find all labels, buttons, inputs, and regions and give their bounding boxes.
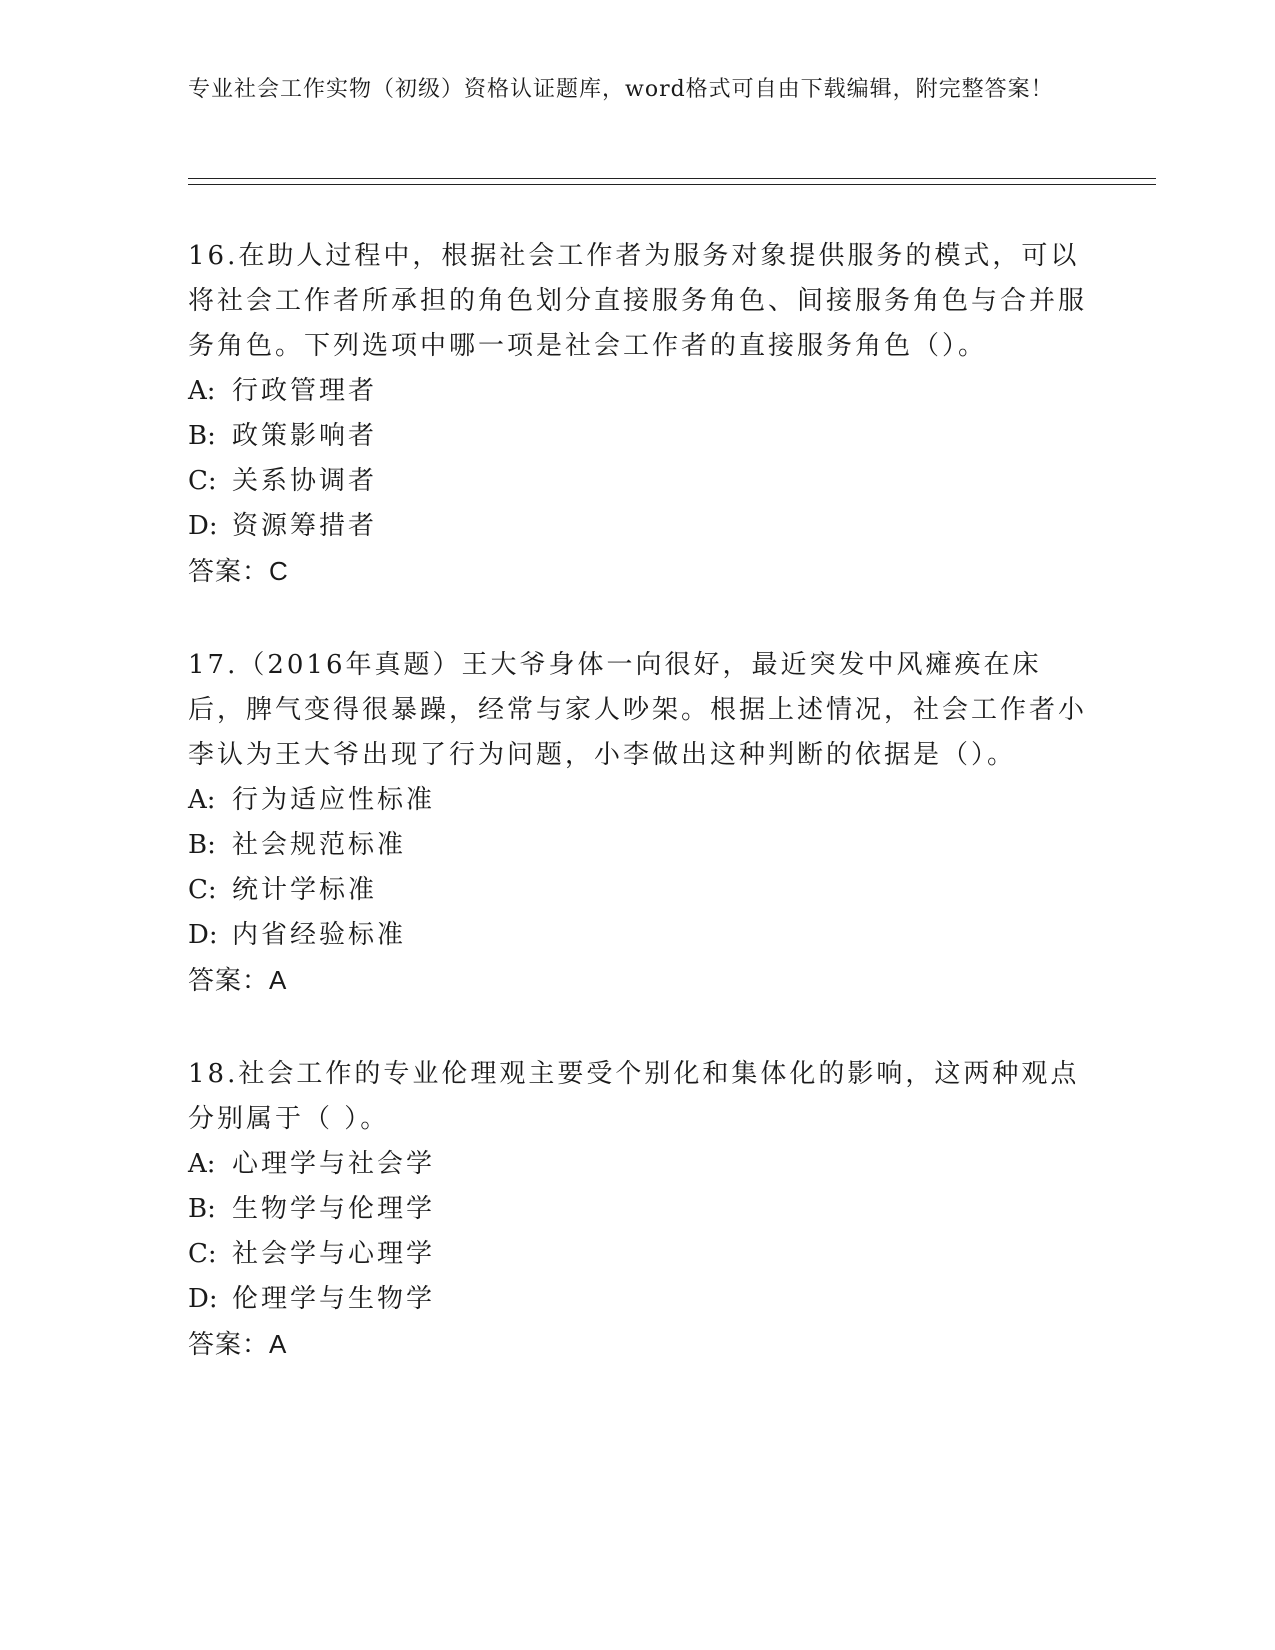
question-stem: 18.社会工作的专业伦理观主要受个别化和集体化的影响，这两种观点分别属于（ ）。	[188, 1059, 1080, 1134]
option-c	[188, 459, 1088, 504]
question-stem: 16.在助人过程中，根据社会工作者为服务对象提供服务的模式，可以将社会工作者所承担的角色划分直接服务角色、间接服务角色与合并服务角色。下列选项中哪一项是社会工作者的直接服务角色（）。	[188, 241, 1088, 361]
option-key: D:	[188, 511, 218, 541]
option-text: 资源筹措者	[232, 511, 378, 541]
option-text: 心理学与社会学	[232, 1149, 436, 1179]
option-b	[188, 414, 1088, 459]
option-key: D:	[188, 1284, 218, 1314]
option-text: 关系协调者	[232, 466, 378, 496]
option-key: B:	[188, 421, 216, 451]
option-text: 生物学与伦理学	[232, 1194, 436, 1224]
option-b	[188, 1187, 1088, 1232]
document-header: 专业社会工作实物（初级）资格认证题库，word格式可自由下载编辑，附完整答案！	[188, 77, 1054, 102]
option-key: C:	[188, 875, 217, 905]
answer-line: 答案：C	[188, 556, 289, 586]
header-rule-top	[188, 178, 1156, 179]
option-a	[188, 1142, 1088, 1187]
option-d	[188, 1277, 1088, 1322]
question-17	[188, 643, 1088, 1003]
answer-line: 答案：A	[188, 1329, 288, 1359]
option-key: A:	[188, 785, 216, 815]
header-rule-bottom	[188, 184, 1156, 185]
option-key: C:	[188, 1239, 217, 1269]
option-text: 统计学标准	[232, 875, 378, 905]
option-d	[188, 504, 1088, 549]
option-key: A:	[188, 1149, 216, 1179]
option-key: C:	[188, 466, 217, 496]
option-text: 社会学与心理学	[232, 1239, 436, 1269]
option-text: 内省经验标准	[232, 920, 407, 950]
option-key: D:	[188, 920, 218, 950]
option-text: 行政管理者	[232, 376, 378, 406]
option-text: 行为适应性标准	[232, 785, 436, 815]
answer-line: 答案：A	[188, 965, 288, 995]
option-a	[188, 778, 1088, 823]
question-stem: 17.（2016年真题）王大爷身体一向很好，最近突发中风瘫痪在床后，脾气变得很暴躁，经常与家人吵架。根据上述情况，社会工作者小李认为王大爷出现了行为问题，小李做出这种判断的依据是（）。	[188, 650, 1088, 770]
option-key: B:	[188, 1194, 216, 1224]
option-a	[188, 369, 1088, 414]
option-c	[188, 1232, 1088, 1277]
option-b	[188, 823, 1088, 868]
option-key: B:	[188, 830, 216, 860]
option-text: 伦理学与生物学	[232, 1284, 436, 1314]
option-key: A:	[188, 376, 216, 406]
option-text: 政策影响者	[232, 421, 378, 451]
option-c	[188, 868, 1088, 913]
question-16	[188, 234, 1088, 594]
option-d	[188, 913, 1088, 958]
option-text: 社会规范标准	[232, 830, 407, 860]
question-18	[188, 1052, 1088, 1367]
